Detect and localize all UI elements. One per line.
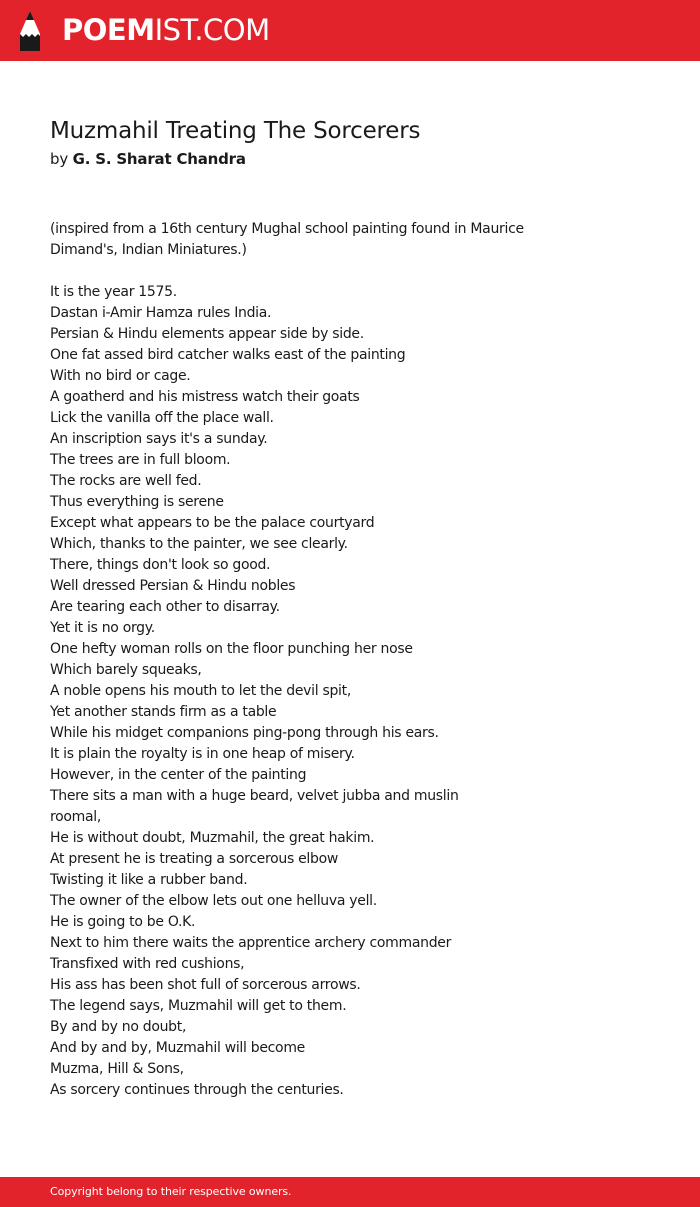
poem-line: It is the year 1575. [50, 284, 177, 300]
poem-line: With no bird or cage. [50, 368, 191, 384]
poem-title: Muzmahil Treating The Sorcerers [50, 118, 421, 144]
site-header [0, 0, 700, 61]
poem-line: Well dressed Persian & Hindu nobles [50, 578, 296, 594]
poem-line: A noble opens his mouth to let the devil spit, [50, 683, 351, 699]
poem-line: At present he is treating a sorcerous elbow [50, 851, 339, 867]
poem-intro-line: Dimand's, Indian Miniatures.) [50, 242, 247, 258]
poem-line: Which barely squeaks, [50, 662, 202, 678]
poem-line: However, in the center of the painting [50, 767, 307, 783]
poem-line: The owner of the elbow lets out one helluva yell. [50, 893, 377, 909]
poem-line: Yet another stands firm as a table [50, 704, 277, 720]
pencil-tip-icon [18, 10, 42, 52]
poem-body [50, 219, 550, 1101]
byline [50, 148, 246, 170]
poem-line: Lick the vanilla off the place wall. [50, 410, 274, 426]
poem-line: Are tearing each other to disarray. [50, 599, 280, 615]
poem-line: An inscription says it's a sunday. [50, 431, 268, 447]
copyright-text: Copyright belong to their respective owners. [50, 1185, 292, 1198]
site-footer [0, 1177, 700, 1207]
poem-line: Transfixed with red cushions, [50, 956, 245, 972]
poem-line: A goatherd and his mistress watch their goats [50, 389, 360, 405]
poem-line: Yet it is no orgy. [50, 620, 155, 636]
poem-line: Persian & Hindu elements appear side by side. [50, 326, 364, 342]
poem-line: While his midget companions ping-pong through his ears. [50, 725, 439, 741]
poem-line: As sorcery continues through the centuries. [50, 1082, 344, 1098]
poem-line: Dastan i-Amir Hamza rules India. [50, 305, 272, 321]
poem-line: One fat assed bird catcher walks east of the painting [50, 347, 406, 363]
poem-line: Thus everything is serene [50, 494, 224, 510]
poem-line: Which, thanks to the painter, we see clearly. [50, 536, 348, 552]
stanza-break [50, 261, 550, 282]
poem-line: One hefty woman rolls on the floor punching her nose [50, 641, 413, 657]
poem-line: His ass has been shot full of sorcerous arrows. [50, 977, 361, 993]
poem-line: Muzma, Hill & Sons, [50, 1061, 184, 1077]
brand-bold: POEM [62, 13, 155, 47]
author-name: G. S. Sharat Chandra [72, 150, 246, 168]
poem-line: roomal, [50, 809, 102, 825]
poem-line: It is plain the royalty is in one heap of misery. [50, 746, 355, 762]
poem-line: The legend says, Muzmahil will get to them. [50, 998, 347, 1014]
poem-line: There, things don't look so good. [50, 557, 271, 573]
poem-line: Next to him there waits the apprentice archery commander [50, 935, 452, 951]
poem-line: He is going to be O.K. [50, 914, 196, 930]
poem-line: Except what appears to be the palace courtyard [50, 515, 375, 531]
poem-line: Twisting it like a rubber band. [50, 872, 248, 888]
site-logo[interactable] [62, 12, 270, 48]
by-label: by [50, 150, 68, 168]
brand-light: IST.COM [154, 13, 270, 47]
poem-line: He is without doubt, Muzmahil, the great hakim. [50, 830, 375, 846]
poem-intro-line: (inspired from a 16th century Mughal school painting found in Maurice [50, 221, 524, 237]
poem-line: The trees are in full bloom. [50, 452, 231, 468]
poem-line: The rocks are well fed. [50, 473, 202, 489]
poem-line: There sits a man with a huge beard, velvet jubba and muslin [50, 788, 459, 804]
poem-line: By and by no doubt, [50, 1019, 187, 1035]
poem-line: And by and by, Muzmahil will become [50, 1040, 305, 1056]
